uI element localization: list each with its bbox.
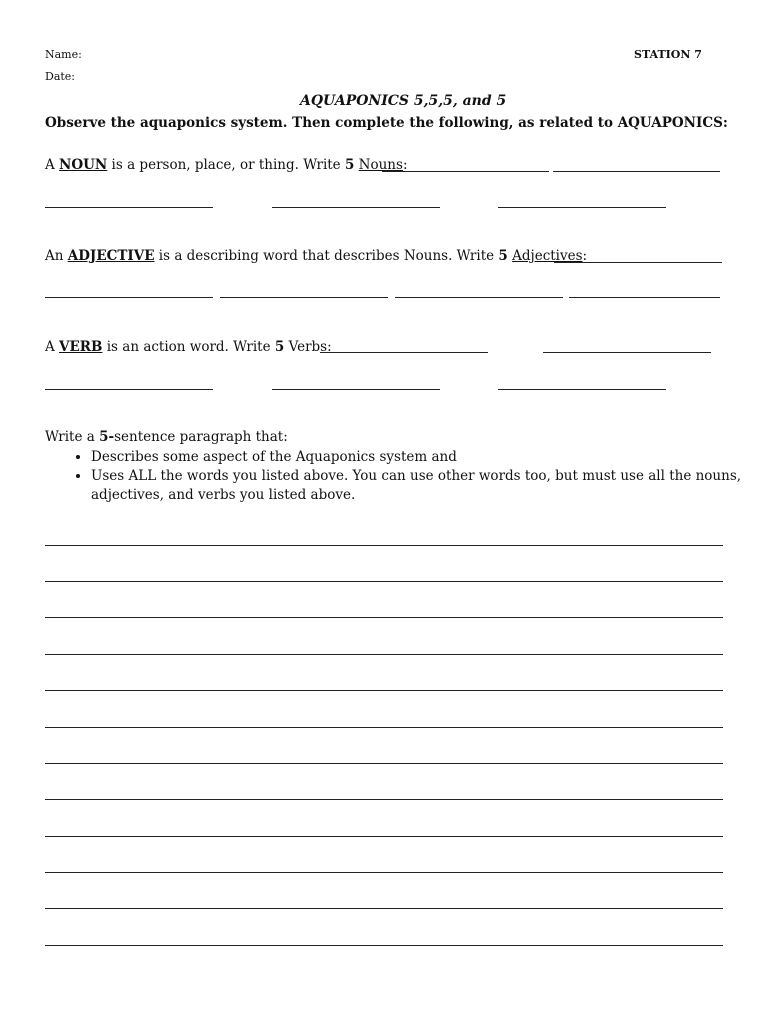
paragraph-rest: sentence paragraph that: [114,429,288,445]
writing-line-8[interactable] [45,799,723,800]
writing-line-1[interactable] [45,545,723,546]
writing-line-4[interactable] [45,654,723,655]
verb-blank-1[interactable] [320,352,488,353]
writing-line-12[interactable] [45,945,723,946]
name-label: Name: [45,48,82,61]
adjective-label: Adjectives [512,248,583,264]
writing-line-2[interactable] [45,581,723,582]
verb-mid: is an action word. Write [102,339,275,355]
paragraph-requirements [45,448,751,505]
adjective-prompt [45,248,587,264]
writing-line-11[interactable] [45,908,723,909]
instruction-text: Observe the aquaponics system. Then complete the following, as related to AQUAPONICS: [45,115,728,131]
noun-colon: : [402,157,408,173]
writing-line-5[interactable] [45,690,723,691]
noun-pre: A [45,157,60,173]
requirement-item-1: • Describes some aspect of the Aquaponics system and [91,448,751,467]
adjective-blank-1[interactable] [554,262,722,263]
adjective-blank-4[interactable] [395,297,563,298]
writing-line-9[interactable] [45,836,723,837]
verb-prompt [45,339,332,355]
noun-blank-1[interactable] [382,171,549,172]
noun-prompt [45,157,408,173]
adjective-blank-2[interactable] [45,297,213,298]
noun-blank-5[interactable] [498,207,666,208]
paragraph-prompt [45,429,288,445]
worksheet-title: AQUAPONICS 5,5,5, and 5 [300,93,507,109]
verb-blank-5[interactable] [498,389,666,390]
date-label: Date: [45,70,76,83]
adjective-blank-5[interactable] [569,297,720,298]
adjective-pre: An [45,248,68,264]
writing-line-10[interactable] [45,872,723,873]
paragraph-pre: Write a [45,429,100,445]
adjective-mid: is a describing word that describes Nouns. Write [154,248,499,264]
adjective-colon: : [582,248,588,264]
station-label: STATION 7 [634,48,702,61]
writing-line-7[interactable] [45,763,723,764]
verb-term: VERB [59,339,103,355]
noun-count: 5 [344,157,355,173]
verb-pre: A [45,339,60,355]
writing-line-3[interactable] [45,617,723,618]
adjective-count: 5 [498,248,508,264]
writing-line-6[interactable] [45,727,723,728]
noun-term: NOUN [59,157,108,173]
verb-blank-3[interactable] [45,389,213,390]
verb-blank-2[interactable] [543,352,711,353]
noun-mid: is a person, place, or thing. Write [107,157,345,173]
verb-rest: Verbs: [284,339,332,355]
adjective-blank-3[interactable] [220,297,388,298]
requirement-item-2: • Uses ALL the words you listed above. You can use other words too, but must use all the nouns, adjectives, and verbs you listed above. [91,467,751,505]
verb-count: 5 [274,339,285,355]
noun-blank-3[interactable] [45,207,213,208]
noun-blank-4[interactable] [272,207,440,208]
noun-label: Nouns [358,157,403,173]
noun-blank-2[interactable] [553,171,720,172]
adjective-term: ADJECTIVE [67,248,155,264]
verb-blank-4[interactable] [272,389,440,390]
paragraph-count: 5- [99,429,115,445]
